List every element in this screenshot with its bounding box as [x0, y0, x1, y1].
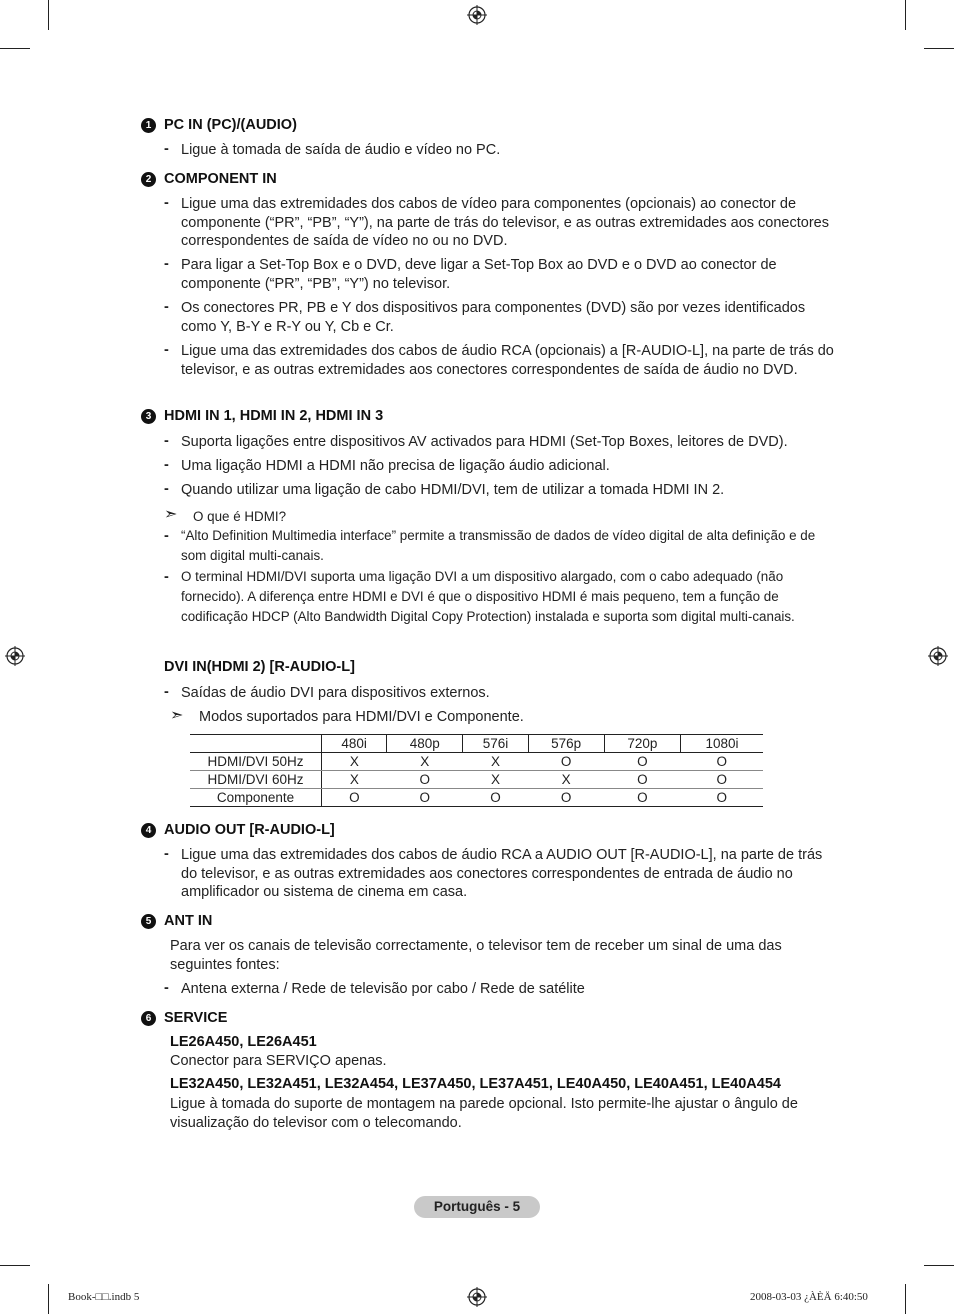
list-item: Ligue à tomada de saída de áudio e vídeo no PC. — [181, 142, 501, 158]
table-cell: O — [681, 753, 763, 771]
section-title: PC IN (PC)/(AUDIO) — [164, 117, 297, 133]
table-cell: O — [604, 753, 680, 771]
table-cell: X — [528, 771, 604, 789]
page-number-label: Português - 5 — [414, 1196, 540, 1218]
registration-mark-icon — [467, 5, 487, 25]
model-list: LE32A450, LE32A451, LE32A454, LE37A450, LE37A451, LE40A450, LE40A451, LE40A454 — [170, 1076, 781, 1092]
paragraph: Ligue à tomada do suporte de montagem na parede opcional. Isto permite-lhe ajustar o ângulo de visualização do televisor com o telecomando. — [170, 1096, 798, 1131]
table-header-cell: 480i — [322, 735, 387, 753]
bullet-dash: - — [164, 846, 169, 862]
list-item: Uma ligação HDMI a HDMI não precisa de ligação áudio adicional. — [181, 458, 610, 474]
list-item: Ligue uma das extremidades dos cabos de vídeo para componentes (opcionais) ao conector de componente (“PR”, “PB”, “Y”), na parte de trás do televisor, e as outras extremidades aos conectores correspondentes de saída de vídeo no ou no DVD. — [181, 196, 829, 249]
list-item: Ligue uma das extremidades dos cabos de áudio RCA (opcionais) a [R-AUDIO-L], na parte de trás do televisor, e as outras extremidades aos conectores correspondentes de saída de áudio no DVD. — [181, 343, 834, 378]
bullet-dash: - — [164, 256, 169, 272]
modes-note: Modos suportados para HDMI/DVI e Componente. — [199, 709, 524, 725]
table-row — [190, 753, 763, 771]
table-cell: O — [528, 753, 604, 771]
crop-mark — [48, 0, 49, 30]
crop-mark — [905, 1284, 906, 1314]
section-number-badge: 2 — [141, 172, 156, 187]
table-cell: O — [463, 789, 528, 807]
arrow-note-icon: ➣ — [164, 506, 178, 523]
bullet-dash: - — [164, 342, 169, 358]
footer-timestamp: 2008-03-03 ¿ÀÈÄ 6:40:50 — [750, 1291, 868, 1303]
bullet-dash: - — [164, 457, 169, 473]
table-cell: O — [322, 789, 387, 807]
footer-file-name: Book-□□.indb 5 — [68, 1291, 140, 1303]
list-item: Ligue uma das extremidades dos cabos de áudio RCA a AUDIO OUT [R-AUDIO-L], na parte de trás do televisor, e as outras extremidades aos conectores correspondentes de entrada de áudio no amplificador ou sistema de cinema em casa. — [181, 847, 823, 900]
crop-mark — [48, 1284, 49, 1314]
arrow-note-icon: ➣ — [170, 707, 184, 724]
bullet-dash: - — [164, 141, 169, 157]
table-cell: O — [681, 771, 763, 789]
table-header-cell: 576p — [528, 735, 604, 753]
model-list: LE26A450, LE26A451 — [170, 1034, 317, 1050]
table-cell: X — [322, 753, 387, 771]
bullet-dash: - — [164, 195, 169, 211]
table-cell: X — [387, 753, 463, 771]
table-header-cell: 576i — [463, 735, 528, 753]
section-title: SERVICE — [164, 1010, 228, 1026]
section-title: HDMI IN 1, HDMI IN 2, HDMI IN 3 — [164, 408, 384, 424]
list-item: Suporta ligações entre dispositivos AV activados para HDMI (Set-Top Boxes, leitores de DVD). — [181, 434, 788, 450]
list-item: Saídas de áudio DVI para dispositivos externos. — [181, 685, 490, 701]
section-number-badge: 6 — [141, 1011, 156, 1026]
table-row-label: HDMI/DVI 50Hz — [190, 753, 322, 771]
table-cell: X — [463, 753, 528, 771]
table-cell: O — [387, 771, 463, 789]
section-title: AUDIO OUT [R-AUDIO-L] — [164, 822, 335, 838]
table-row — [190, 771, 763, 789]
paragraph: Conector para SERVIÇO apenas. — [170, 1053, 387, 1069]
list-item: Quando utilizar uma ligação de cabo HDMI/DVI, tem de utilizar a tomada HDMI IN 2. — [181, 482, 725, 498]
table-header-row — [190, 735, 763, 753]
table-header-cell: 1080i — [681, 735, 763, 753]
table-row-label: HDMI/DVI 60Hz — [190, 771, 322, 789]
list-item: Os conectores PR, PB e Y dos dispositivos para componentes (DVD) são por vezes identificados como Y, B-Y e R-Y ou Y, Cb e Cr. — [181, 300, 806, 335]
crop-mark — [0, 1265, 30, 1266]
table-row — [190, 789, 763, 807]
table-cell: X — [463, 771, 528, 789]
modes-table — [190, 734, 763, 807]
section-number-badge: 3 — [141, 409, 156, 424]
paragraph: Para ver os canais de televisão correctamente, o televisor tem de receber um sinal de uma das seguintes fontes: — [170, 938, 782, 973]
table-cell: O — [604, 771, 680, 789]
bullet-dash: - — [164, 980, 169, 996]
section-number-badge: 5 — [141, 914, 156, 929]
note-item: “Alto Definition Multimedia interface” permite a transmissão de dados de vídeo digital de alta definição e de som digital multi-canais. — [181, 528, 816, 563]
section-title: COMPONENT IN — [164, 171, 277, 187]
bullet-dash: - — [164, 569, 169, 585]
crop-mark — [905, 0, 906, 30]
bullet-dash: - — [164, 528, 169, 544]
registration-mark-icon — [467, 1287, 487, 1307]
table-cell: O — [387, 789, 463, 807]
bullet-dash: - — [164, 481, 169, 497]
list-item: Para ligar a Set-Top Box e o DVD, deve ligar a Set-Top Box ao DVD e o DVD ao conector de componente (“PR”, “PB”, “Y”) no televisor. — [181, 257, 777, 292]
crop-mark — [924, 48, 954, 49]
section-number-badge: 1 — [141, 118, 156, 133]
table-cell: X — [322, 771, 387, 789]
table-header-cell: 720p — [604, 735, 680, 753]
note-title: O que é HDMI? — [193, 509, 287, 524]
section-title: ANT IN — [164, 913, 213, 929]
crop-mark — [924, 1265, 954, 1266]
bullet-dash: - — [164, 299, 169, 315]
table-row-label: Componente — [190, 789, 322, 807]
bullet-dash: - — [164, 684, 169, 700]
note-item: O terminal HDMI/DVI suporta uma ligação DVI a um dispositivo alargado, com o cabo adequado (não fornecido). A diferença entre HDMI e DVI é que o dispositivo HDMI é mais pequeno, tem a função de codificação HDCP (Alto Bandwidth Digital Copy Protection) instalada e suporta som digital multi-canais. — [181, 569, 795, 624]
list-item: Antena externa / Rede de televisão por cabo / Rede de satélite — [181, 981, 585, 997]
table-header-cell — [190, 735, 322, 753]
registration-mark-icon — [928, 646, 948, 666]
table-header-cell: 480p — [387, 735, 463, 753]
table-cell: O — [604, 789, 680, 807]
dvi-title: DVI IN(HDMI 2) [R-AUDIO-L] — [164, 659, 355, 675]
table-cell: O — [528, 789, 604, 807]
section-number-badge: 4 — [141, 823, 156, 838]
crop-mark — [0, 48, 30, 49]
registration-mark-icon — [5, 646, 25, 666]
bullet-dash: - — [164, 433, 169, 449]
table-cell: O — [681, 789, 763, 807]
